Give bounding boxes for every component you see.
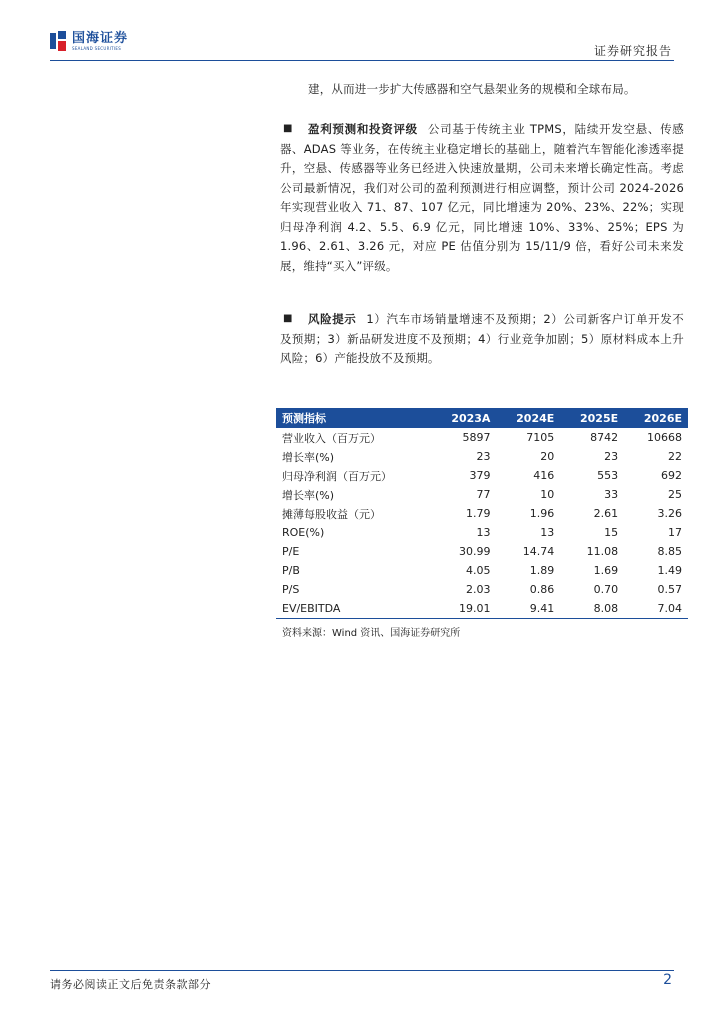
table-cell: 0.57: [657, 583, 682, 596]
table-cell: 15: [604, 526, 619, 539]
table-cell: 19.01: [431, 599, 496, 619]
table-cell: 9.41: [496, 599, 560, 619]
table-cell: 23: [604, 450, 619, 463]
continuation-paragraph: 建，从而进一步扩大传感器和空气悬架业务的规模和全球布局。: [308, 82, 636, 96]
table-cell: 379: [469, 469, 491, 482]
table-cell: 11.08: [586, 545, 619, 558]
table-cell: 4.05: [465, 564, 491, 577]
table-cell: 0.86: [529, 583, 555, 596]
table-cell: P/S: [282, 583, 300, 596]
table-cell: ROE(%): [282, 526, 325, 539]
table-cell: 3.26: [657, 507, 682, 520]
table-cell: 17: [668, 526, 682, 539]
table-cell: 692: [661, 469, 682, 482]
table-cell: 1.79: [465, 507, 491, 520]
table-row: [276, 504, 688, 523]
company-logo: [50, 30, 128, 52]
table-header-cell: 2023A: [431, 408, 496, 428]
table-cell: 1.49: [657, 564, 682, 577]
logo-mark-icon: [50, 31, 68, 51]
table-cell: 1.69: [593, 564, 619, 577]
page-header: [0, 0, 724, 62]
table-cell: 5897: [462, 431, 491, 444]
report-type-label: 证券研究报告: [593, 44, 672, 58]
table-cell: 22: [668, 450, 682, 463]
table-cell: 增长率(%): [282, 450, 335, 464]
table-cell: P/E: [282, 545, 300, 558]
table-cell: 7.04: [624, 599, 688, 619]
risk-title: 风险提示: [308, 312, 357, 326]
table-cell: 0.70: [593, 583, 619, 596]
table-row: [276, 561, 688, 580]
bullet-square-icon: ■: [283, 313, 293, 324]
risk-section: [280, 310, 684, 369]
table-cell: 30.99: [458, 545, 491, 558]
table-cell: 1.96: [529, 507, 555, 520]
table-cell: 23: [476, 450, 491, 463]
table-row: [276, 466, 688, 485]
table-cell: 归母净利润（百万元）: [282, 469, 392, 483]
logo-name-cn: 国海证券: [72, 30, 129, 46]
disclaimer-note: 请务必阅读正文后免责条款部分: [50, 978, 211, 991]
table-cell: 13: [476, 526, 491, 539]
table-cell: 8742: [590, 431, 619, 444]
header-divider: [50, 60, 674, 61]
table-cell: 增长率(%): [282, 488, 335, 502]
earnings-forecast-title: 盈利预测和投资评级: [308, 122, 418, 136]
table-cell: 2.61: [593, 507, 619, 520]
table-cell: 77: [476, 488, 491, 501]
table-row: [276, 580, 688, 599]
earnings-forecast-section: [280, 120, 684, 276]
footer-divider: [50, 970, 674, 971]
table-header-cell: 2024E: [496, 408, 560, 428]
table-cell: 营业收入（百万元）: [282, 431, 381, 445]
table-cell: 14.74: [522, 545, 555, 558]
forecast-table: [276, 408, 688, 619]
table-cell: 10: [540, 488, 555, 501]
table-header-row: [276, 408, 688, 428]
table-cell: 33: [604, 488, 619, 501]
table-source-note: 资料来源：Wind 资讯、国海证券研究所: [282, 628, 461, 639]
table-header-cell: 预测指标: [276, 408, 431, 428]
page-number: 2: [663, 972, 672, 988]
table-cell: 20: [540, 450, 555, 463]
table-cell: 10668: [647, 431, 682, 444]
table-row: [276, 523, 688, 542]
table-cell: P/B: [282, 564, 300, 577]
table-cell: 8.08: [560, 599, 624, 619]
earnings-forecast-text: 公司基于传统主业 TPMS，陆续开发空悬、传感器、ADAS 等业务，在传统主业稳定增长的基础上，随着汽车智能化渗透率提升，空悬、传感器等业务已经进入快速放量期，公司未来增长确定性高。考虑公司最新情况，我们对公司的盈利预测进行相应调整，预计公司 2024-2026 年实现营业收入 71、87、107 亿元，同比增速为 20%、23%、22%；实现归母净利润 4.2、5.5、6.9 亿元，同比增速 10%、33%、25%；EPS 为 1.96、2.61、3.26 元，对应 PE 估值分别为 15/11/9 倍，看好公司未来发展，维持“买入”评级。: [280, 122, 684, 273]
table-cell: 8.85: [657, 545, 682, 558]
table-cell: EV/EBITDA: [276, 599, 431, 619]
table-row: [276, 542, 688, 561]
table-row: [276, 599, 688, 619]
table-cell: 摊薄每股收益（元）: [282, 507, 381, 521]
table-row: [276, 447, 688, 466]
table-cell: 25: [668, 488, 682, 501]
bullet-square-icon: ■: [283, 123, 293, 134]
table-cell: 553: [597, 469, 619, 482]
risk-text: 1）汽车市场销量增速不及预期；2）公司新客户订单开发不及预期；3）新品研发进度不及预期；4）行业竞争加剧；5）原材料成本上升风险；6）产能投放不及预期。: [280, 312, 685, 365]
logo-name-en: SEALAND SECURITIES: [72, 45, 122, 51]
table-cell: 7105: [526, 431, 555, 444]
table-row: [276, 428, 688, 447]
table-header-cell: 2025E: [560, 408, 624, 428]
table-cell: 416: [533, 469, 555, 482]
table-cell: 13: [540, 526, 555, 539]
table-header-cell: 2026E: [624, 408, 688, 428]
table-cell: 1.89: [529, 564, 555, 577]
table-cell: 2.03: [465, 583, 491, 596]
table-row: [276, 485, 688, 504]
